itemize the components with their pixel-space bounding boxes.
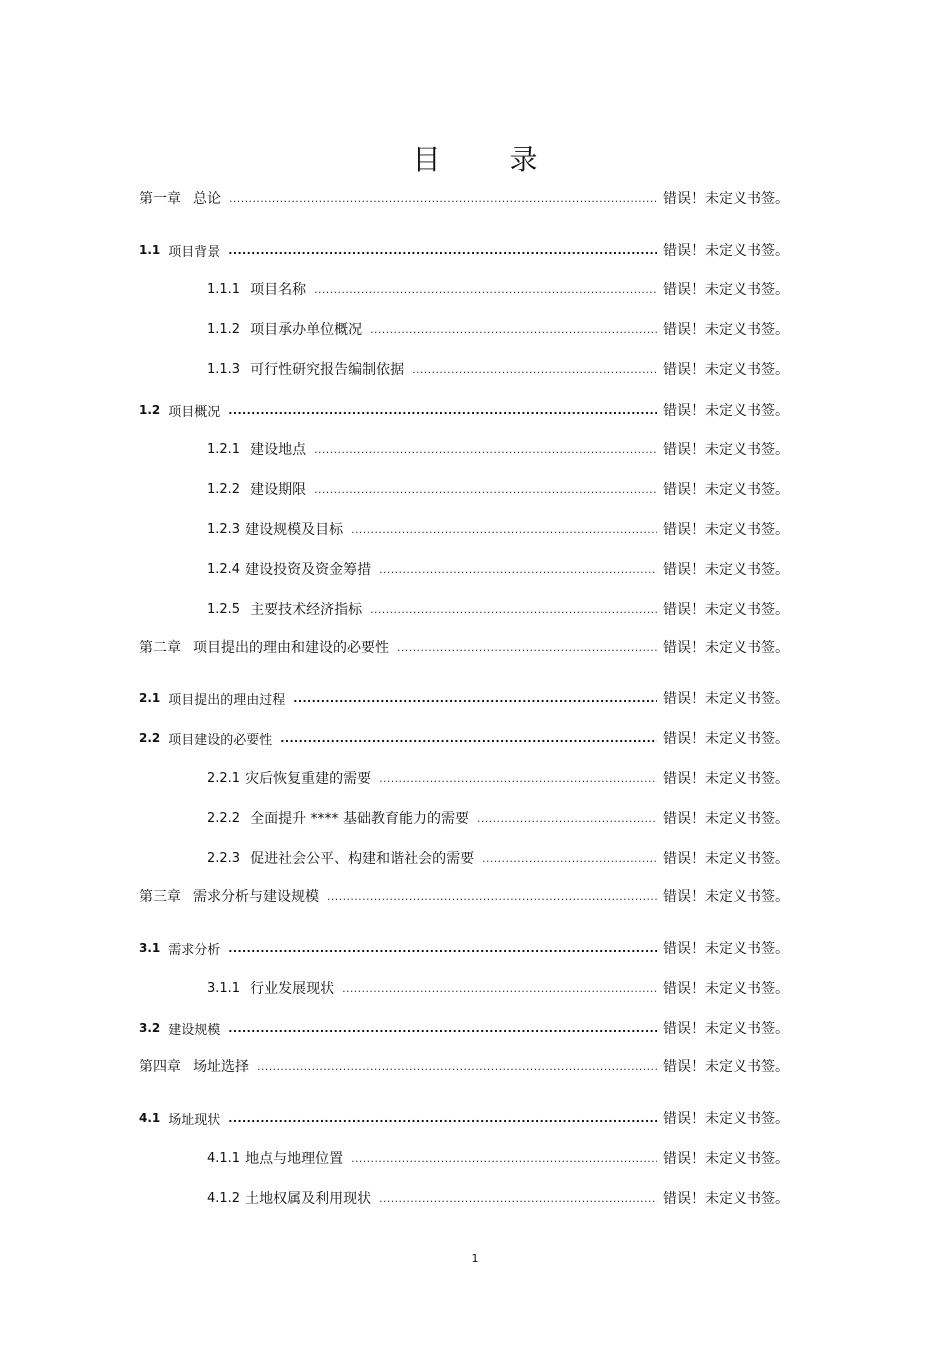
toc-entry-number: 1.2.5	[207, 601, 241, 617]
toc-entry-number: 第三章	[139, 889, 181, 905]
toc-entry-title: 项目概况	[168, 404, 221, 420]
toc-entry-number: 2.2.3	[207, 850, 241, 866]
toc-dot-leader	[314, 277, 657, 301]
toc-dot-leader	[228, 1016, 657, 1040]
toc-entry-title: 项目提出的理由过程	[168, 692, 286, 708]
toc-entry-page-ref: 错误！未定义书签。	[663, 1059, 789, 1075]
toc-entry-number: 3.1.1	[207, 980, 241, 996]
toc-entry-page-ref: 错误！未定义书签。	[663, 562, 789, 578]
toc-entry[interactable]	[207, 557, 789, 581]
toc-entry-page-ref: 错误！未定义书签。	[663, 640, 789, 656]
toc-dot-leader	[257, 1054, 657, 1078]
toc-dot-leader	[293, 686, 657, 710]
toc-entry-title: 项目提出的理由和建设的必要性	[193, 640, 389, 656]
toc-entry-number: 4.1.1	[207, 1150, 241, 1166]
toc-dot-leader	[379, 766, 657, 790]
toc-entry-page-ref: 错误！未定义书签。	[663, 771, 789, 787]
toc-entry-number: 1.2.4	[207, 561, 241, 577]
toc-entry[interactable]	[207, 277, 789, 301]
toc-entry-number: 1.1.1	[207, 281, 241, 297]
toc-entry[interactable]	[139, 186, 789, 210]
toc-entry-title: 项目背景	[168, 244, 221, 260]
toc-entry-page-ref: 错误！未定义书签。	[663, 941, 789, 957]
toc-entry-title: 项目建设的必要性	[168, 732, 273, 748]
toc-dot-leader	[397, 635, 657, 659]
toc-dot-leader	[477, 806, 657, 830]
toc-entry-title: 建设投资及资金筹措	[245, 562, 372, 578]
toc-entry-title: 建设期限	[250, 482, 307, 498]
toc-dot-leader	[327, 884, 657, 908]
toc-entry-number: 2.2.1	[207, 770, 241, 786]
toc-entry-number: 2.2	[139, 731, 161, 745]
toc-entry-page-ref: 错误！未定义书签。	[663, 731, 789, 747]
toc-entry-number: 第二章	[139, 640, 181, 656]
toc-dot-leader	[228, 238, 657, 262]
toc-entry[interactable]	[139, 1016, 789, 1040]
toc-entry-page-ref: 错误！未定义书签。	[663, 602, 789, 618]
toc-entry-title: 灾后恢复重建的需要	[245, 771, 372, 787]
toc-dot-leader	[412, 357, 657, 381]
toc-entry-title: 总论	[193, 191, 221, 207]
toc-entry[interactable]	[207, 1146, 789, 1170]
toc-entry[interactable]	[139, 686, 789, 710]
toc-entry-title: 建设规模	[168, 1022, 221, 1038]
toc-entry-number: 1.2.2	[207, 481, 241, 497]
page-number: 1	[471, 1252, 479, 1265]
toc-entry[interactable]	[207, 597, 789, 621]
toc-entry-number: 2.2.2	[207, 810, 241, 826]
toc-entry-page-ref: 错误！未定义书签。	[663, 1151, 789, 1167]
toc-entry-number: 1.2	[139, 403, 161, 417]
toc-entry[interactable]	[139, 398, 789, 422]
toc-dot-leader	[228, 1106, 657, 1130]
toc-entry-page-ref: 错误！未定义书签。	[663, 1021, 789, 1037]
toc-dot-leader	[370, 317, 657, 341]
toc-dot-leader	[280, 726, 657, 750]
toc-entry-title: 土地权属及利用现状	[245, 1191, 372, 1207]
toc-entry-number: 2.1	[139, 691, 161, 705]
toc-entry[interactable]	[139, 238, 789, 262]
toc-entry[interactable]	[139, 1054, 789, 1078]
toc-entry-number: 3.2	[139, 1021, 161, 1035]
toc-dot-leader	[228, 936, 657, 960]
toc-dot-leader	[342, 976, 657, 1000]
toc-dot-leader	[482, 846, 657, 870]
toc-entry-page-ref: 错误！未定义书签。	[663, 1111, 789, 1127]
toc-entry-page-ref: 错误！未定义书签。	[663, 522, 789, 538]
toc-entry-title: 全面提升 **** 基础教育能力的需要	[250, 811, 469, 827]
toc-entry[interactable]	[207, 976, 789, 1000]
toc-entry-title: 项目名称	[250, 282, 307, 298]
toc-entry-number: 4.1.2	[207, 1190, 241, 1206]
toc-dot-leader	[370, 597, 657, 621]
toc-entry-title: 促进社会公平、构建和谐社会的需要	[250, 851, 475, 867]
toc-entry-title: 地点与地理位置	[245, 1151, 344, 1167]
toc-entry[interactable]	[207, 1186, 789, 1210]
page-title: 目 录	[412, 143, 568, 176]
toc-entry-number: 3.1	[139, 941, 161, 955]
toc-dot-leader	[379, 557, 657, 581]
toc-entry[interactable]	[207, 317, 789, 341]
toc-entry-page-ref: 错误！未定义书签。	[663, 362, 789, 378]
toc-entry-title: 场址选择	[193, 1059, 249, 1075]
toc-entry-page-ref: 错误！未定义书签。	[663, 811, 789, 827]
toc-entry-title: 建设地点	[250, 442, 307, 458]
toc-entry[interactable]	[207, 806, 789, 830]
toc-entry[interactable]	[207, 517, 789, 541]
toc-entry-title: 项目承办单位概况	[250, 322, 363, 338]
toc-entry[interactable]	[139, 884, 789, 908]
toc-entry[interactable]	[207, 846, 789, 870]
toc-dot-leader	[314, 437, 657, 461]
toc-entry-page-ref: 错误！未定义书签。	[663, 691, 789, 707]
toc-entry-title: 建设规模及目标	[245, 522, 344, 538]
toc-dot-leader	[379, 1186, 657, 1210]
toc-entry[interactable]	[207, 477, 789, 501]
toc-entry-number: 第四章	[139, 1059, 181, 1075]
toc-entry-page-ref: 错误！未定义书签。	[663, 322, 789, 338]
toc-entry-page-ref: 错误！未定义书签。	[663, 282, 789, 298]
toc-dot-leader	[314, 477, 657, 501]
toc-entry[interactable]	[139, 726, 789, 750]
toc-entry[interactable]	[139, 635, 789, 659]
toc-entry-number: 第一章	[139, 191, 181, 207]
toc-dot-leader	[229, 186, 657, 210]
toc-dot-leader	[351, 517, 657, 541]
toc-entry-number: 1.1.2	[207, 321, 241, 337]
toc-dot-leader	[351, 1146, 657, 1170]
toc-entry-page-ref: 错误！未定义书签。	[663, 1191, 789, 1207]
toc-entry[interactable]	[207, 437, 789, 461]
toc-entry[interactable]	[207, 766, 789, 790]
toc-entry-title: 行业发展现状	[250, 981, 335, 997]
toc-dot-leader	[228, 398, 657, 422]
toc-entry-title: 场址现状	[168, 1112, 221, 1128]
toc-entry-title: 可行性研究报告编制依据	[250, 362, 405, 378]
toc-entry-page-ref: 错误！未定义书签。	[663, 482, 789, 498]
toc-entry-title: 需求分析	[168, 942, 221, 958]
toc-entry-page-ref: 错误！未定义书签。	[663, 191, 789, 207]
toc-entry-number: 1.2.1	[207, 441, 241, 457]
toc-entry-page-ref: 错误！未定义书签。	[663, 442, 789, 458]
toc-entry-number: 1.2.3	[207, 521, 241, 537]
toc-entry-title: 主要技术经济指标	[250, 602, 363, 618]
toc-entry-title: 需求分析与建设规模	[193, 889, 319, 905]
toc-entry-page-ref: 错误！未定义书签。	[663, 243, 789, 259]
toc-entry-number: 4.1	[139, 1111, 161, 1125]
toc-entry[interactable]	[139, 936, 789, 960]
toc-entry-number: 1.1.3	[207, 361, 241, 377]
toc-entry-page-ref: 错误！未定义书签。	[663, 403, 789, 419]
toc-entry-page-ref: 错误！未定义书签。	[663, 889, 789, 905]
toc-entry[interactable]	[139, 1106, 789, 1130]
toc-entry-number: 1.1	[139, 243, 161, 257]
toc-entry-page-ref: 错误！未定义书签。	[663, 981, 789, 997]
toc-entry-page-ref: 错误！未定义书签。	[663, 851, 789, 867]
toc-entry[interactable]	[207, 357, 789, 381]
